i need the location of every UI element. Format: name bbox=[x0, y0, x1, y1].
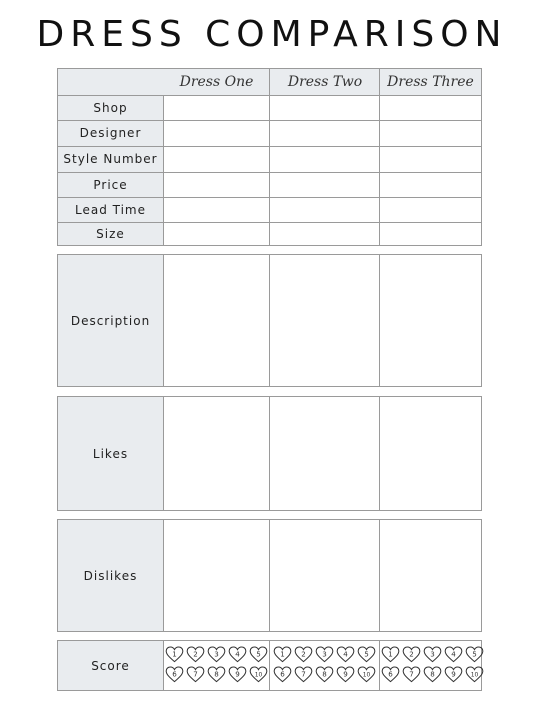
score-heart-icon[interactable] bbox=[402, 665, 421, 684]
score-number: 1 bbox=[280, 649, 285, 659]
score-number: 4 bbox=[451, 649, 456, 659]
row-label-style-number: Style Number bbox=[58, 146, 164, 172]
score-hearts-dress-two bbox=[273, 645, 377, 684]
score-heart-icon[interactable] bbox=[465, 665, 484, 684]
row-divider bbox=[58, 120, 481, 121]
score-number: 6 bbox=[388, 669, 393, 679]
column-header-dress-three: Dress Three bbox=[387, 74, 474, 90]
score-number: 5 bbox=[256, 649, 261, 659]
score-number: 2 bbox=[301, 649, 306, 659]
row-divider bbox=[58, 172, 481, 173]
column-divider bbox=[269, 641, 270, 690]
score-heart-icon[interactable] bbox=[294, 665, 313, 684]
score-heart-icon[interactable] bbox=[444, 665, 463, 684]
row-label-lead-time: Lead Time bbox=[58, 197, 164, 222]
row-label-price: Price bbox=[58, 172, 164, 197]
row-divider bbox=[58, 146, 481, 147]
column-header-dress-one: Dress One bbox=[179, 74, 254, 90]
score-number: 5 bbox=[472, 649, 477, 659]
score-heart-icon[interactable] bbox=[294, 645, 313, 664]
score-number: 9 bbox=[343, 669, 348, 679]
score-number: 8 bbox=[214, 669, 219, 679]
column-divider bbox=[269, 397, 270, 510]
score-number: 9 bbox=[235, 669, 240, 679]
description-section bbox=[57, 254, 482, 387]
column-divider bbox=[379, 520, 380, 631]
score-heart-icon[interactable] bbox=[207, 665, 226, 684]
score-heart-icon[interactable] bbox=[423, 645, 442, 664]
column-header-dress-two: Dress Two bbox=[287, 74, 363, 90]
score-heart-icon[interactable] bbox=[228, 665, 247, 684]
score-heart-icon[interactable] bbox=[381, 645, 400, 664]
score-heart-icon[interactable] bbox=[336, 645, 355, 664]
column-divider bbox=[379, 641, 380, 690]
score-number: 2 bbox=[193, 649, 198, 659]
section-label-dislikes: Dislikes bbox=[58, 520, 164, 631]
section-label-likes: Likes bbox=[58, 397, 164, 510]
score-number: 8 bbox=[322, 669, 327, 679]
score-number: 8 bbox=[430, 669, 435, 679]
score-number: 7 bbox=[409, 669, 414, 679]
score-heart-icon[interactable] bbox=[444, 645, 463, 664]
row-divider bbox=[58, 222, 481, 223]
score-number: 10 bbox=[362, 671, 371, 679]
score-heart-icon[interactable] bbox=[273, 665, 292, 684]
score-number: 3 bbox=[430, 649, 435, 659]
row-label-shop: Shop bbox=[58, 95, 164, 120]
score-number: 3 bbox=[322, 649, 327, 659]
score-section bbox=[57, 640, 482, 691]
score-number: 7 bbox=[193, 669, 198, 679]
score-heart-icon[interactable] bbox=[465, 645, 484, 664]
score-heart-icon[interactable] bbox=[402, 645, 421, 664]
score-number: 5 bbox=[364, 649, 369, 659]
page-title: DRESS COMPARISON bbox=[36, 14, 508, 55]
score-number: 10 bbox=[254, 671, 263, 679]
score-number: 10 bbox=[470, 671, 479, 679]
score-hearts-dress-three bbox=[381, 645, 485, 684]
score-heart-icon[interactable] bbox=[381, 665, 400, 684]
row-label-size: Size bbox=[58, 222, 164, 245]
score-heart-icon[interactable] bbox=[228, 645, 247, 664]
score-heart-icon[interactable] bbox=[315, 645, 334, 664]
row-divider bbox=[58, 197, 481, 198]
score-number: 4 bbox=[235, 649, 240, 659]
score-heart-icon[interactable] bbox=[273, 645, 292, 664]
score-number: 4 bbox=[343, 649, 348, 659]
row-divider bbox=[58, 95, 481, 96]
score-number: 2 bbox=[409, 649, 414, 659]
section-label-description: Description bbox=[58, 255, 164, 386]
score-number: 6 bbox=[280, 669, 285, 679]
score-heart-icon[interactable] bbox=[165, 665, 184, 684]
score-number: 1 bbox=[388, 649, 393, 659]
column-divider bbox=[379, 255, 380, 386]
score-heart-icon[interactable] bbox=[249, 645, 268, 664]
score-heart-icon[interactable] bbox=[186, 645, 205, 664]
score-heart-icon[interactable] bbox=[336, 665, 355, 684]
score-number: 1 bbox=[172, 649, 177, 659]
column-divider bbox=[379, 397, 380, 510]
row-label-designer: Designer bbox=[58, 120, 164, 146]
score-number: 3 bbox=[214, 649, 219, 659]
dislikes-section bbox=[57, 519, 482, 632]
likes-section bbox=[57, 396, 482, 511]
column-divider bbox=[269, 520, 270, 631]
score-number: 7 bbox=[301, 669, 306, 679]
score-hearts-dress-one bbox=[165, 645, 269, 684]
score-heart-icon[interactable] bbox=[357, 645, 376, 664]
section-label-score: Score bbox=[58, 641, 164, 690]
score-number: 6 bbox=[172, 669, 177, 679]
score-heart-icon[interactable] bbox=[357, 665, 376, 684]
info-table bbox=[57, 68, 482, 246]
column-divider bbox=[269, 255, 270, 386]
score-heart-icon[interactable] bbox=[315, 665, 334, 684]
score-number: 9 bbox=[451, 669, 456, 679]
score-heart-icon[interactable] bbox=[186, 665, 205, 684]
score-heart-icon[interactable] bbox=[423, 665, 442, 684]
score-heart-icon[interactable] bbox=[165, 645, 184, 664]
score-heart-icon[interactable] bbox=[249, 665, 268, 684]
score-heart-icon[interactable] bbox=[207, 645, 226, 664]
